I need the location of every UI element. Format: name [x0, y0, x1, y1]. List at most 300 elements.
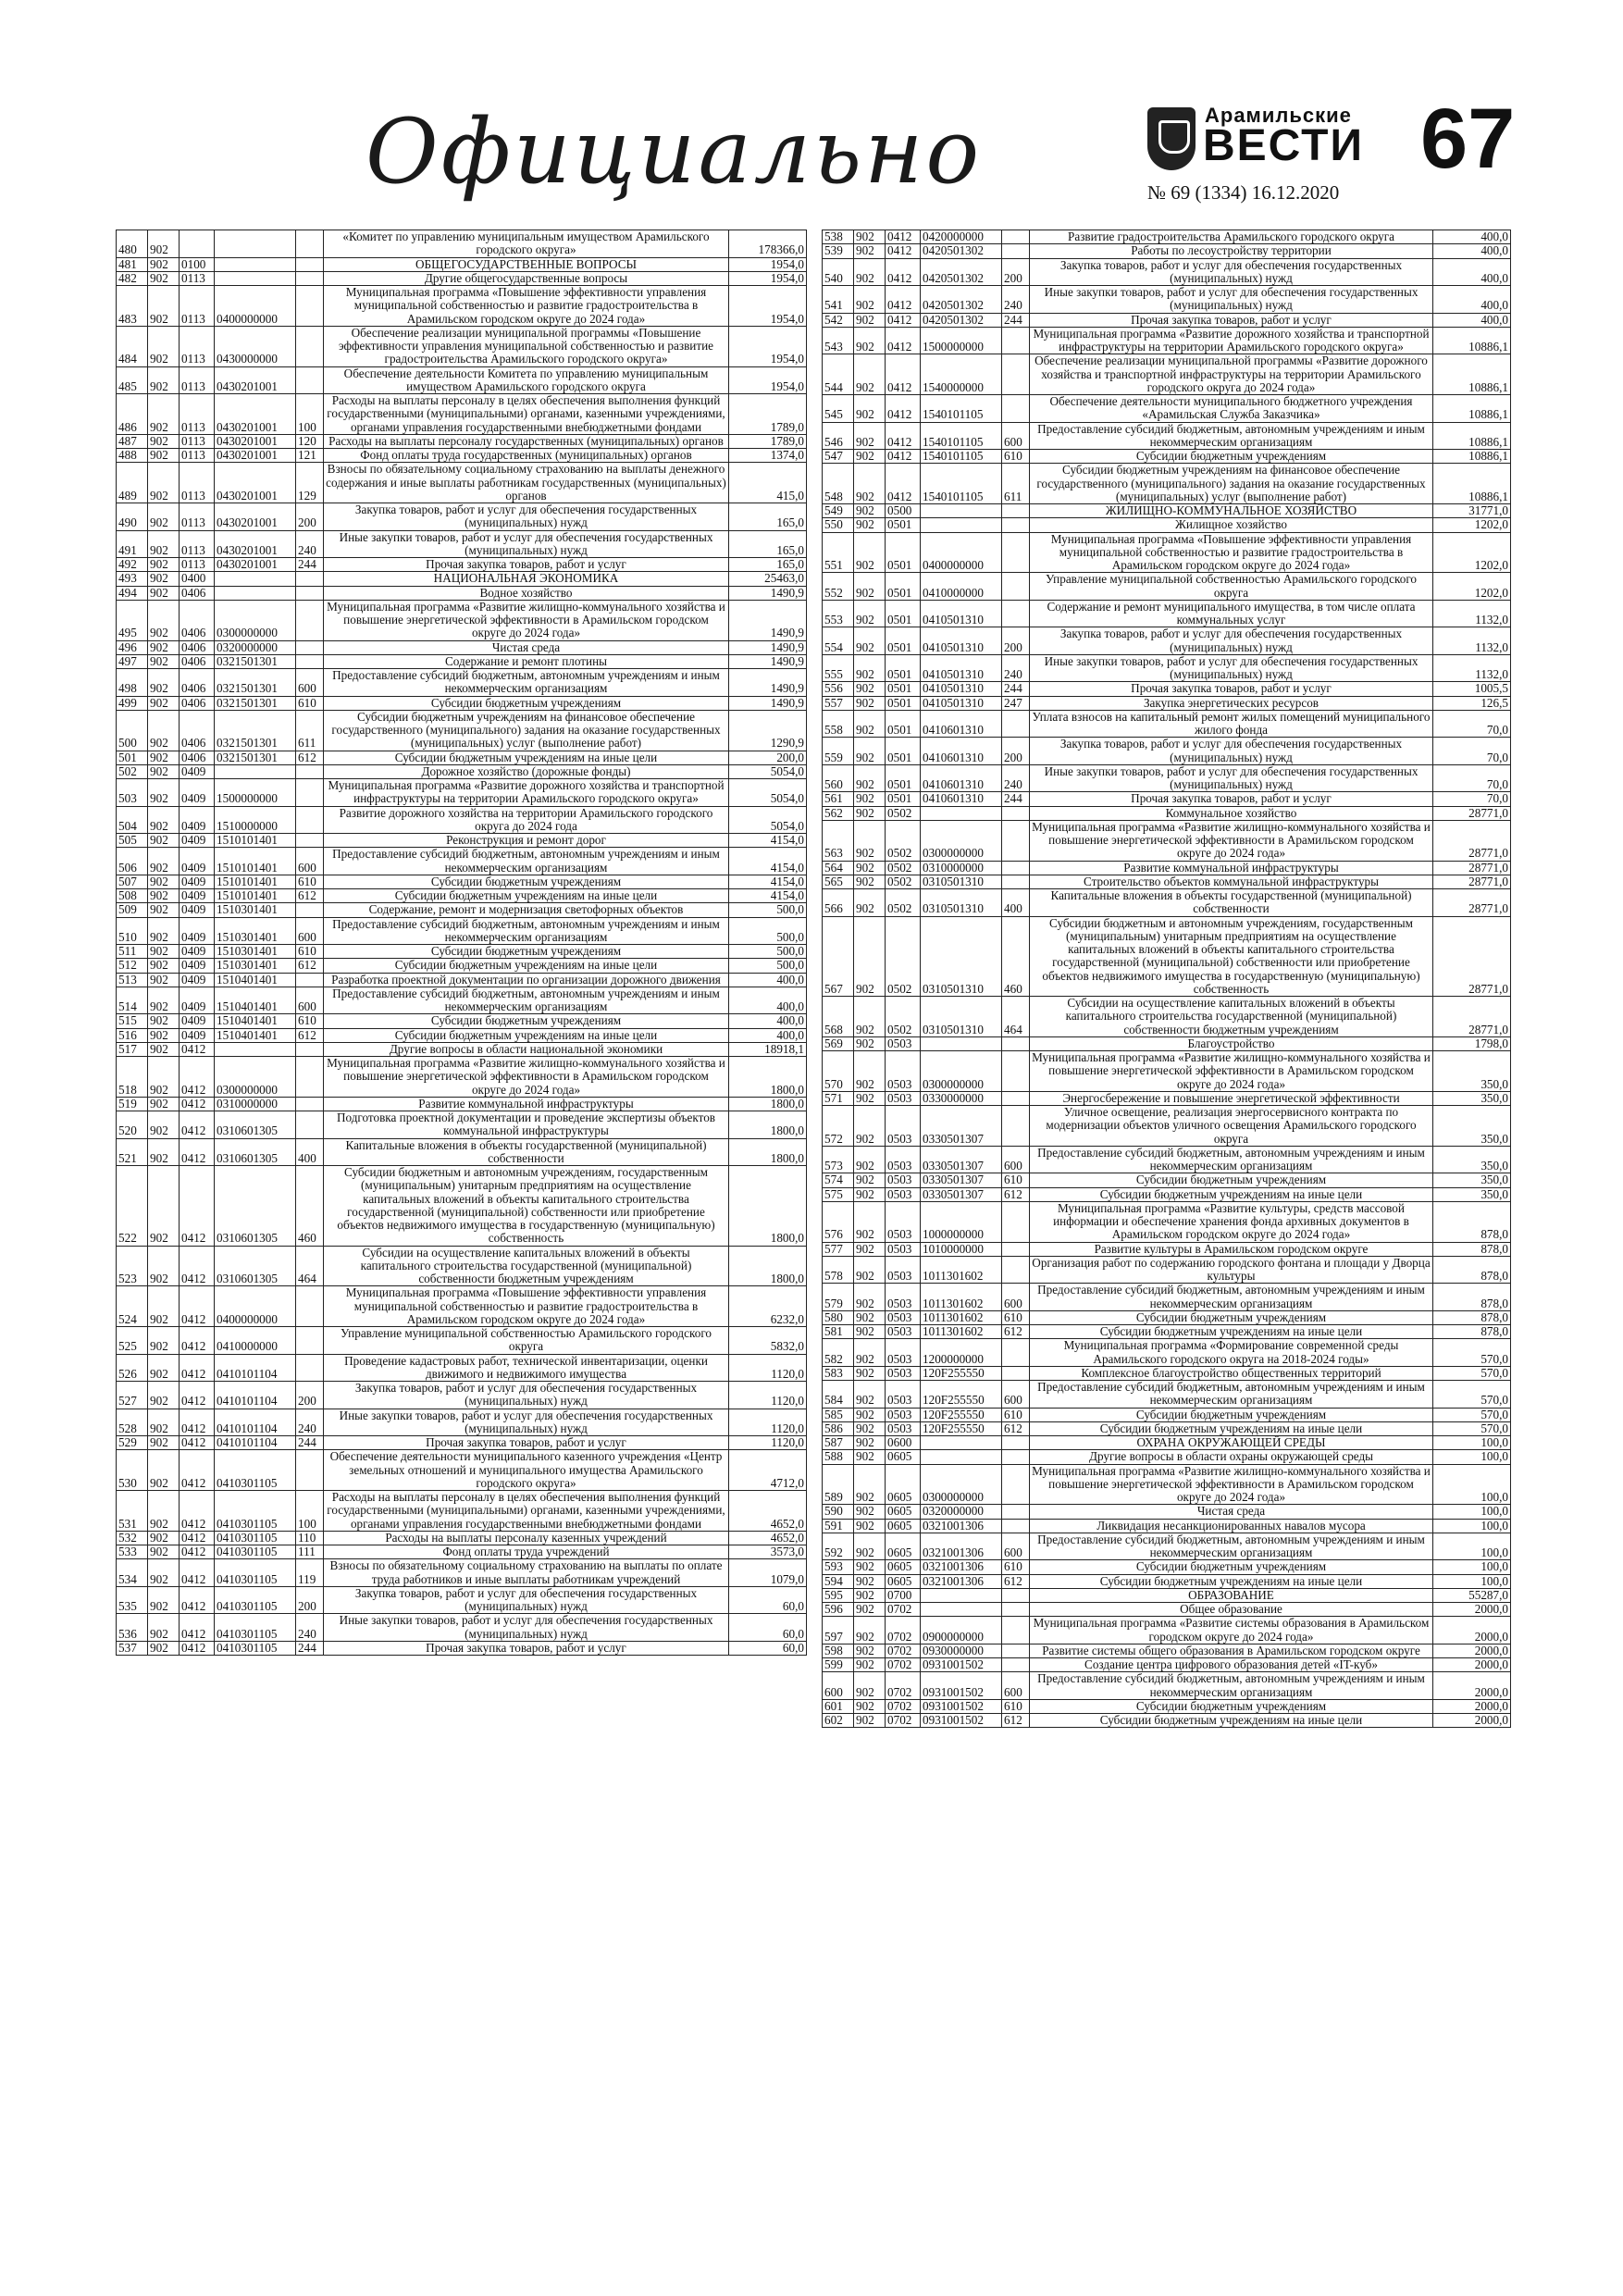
target-article-code: 0310501310 — [921, 916, 1002, 997]
amount: 878,0 — [1433, 1256, 1511, 1284]
amount: 10886,1 — [1433, 464, 1511, 504]
target-article-code: 1510301401 — [215, 945, 296, 959]
section-code: 0406 — [180, 600, 215, 640]
row-description: Субсидии бюджетным учреждениям на иные цели — [1030, 1187, 1433, 1201]
row-number: 519 — [117, 1097, 148, 1111]
row-description: Иные закупки товаров, работ и услуг для обеспечения государственных (муниципальных) нужд — [324, 1614, 729, 1642]
table-row — [823, 1658, 1511, 1672]
row-description: Субсидии бюджетным и автономным учреждениям, государственным (муниципальным) унитарным предприятиям на осуществление капитальных вложений в объекты капитального строительства государственной (муниципальной) собственности или приобретение объектов недвижимого имущества в государственную (муниципальную) собственность — [324, 1166, 729, 1247]
section-code: 0409 — [180, 779, 215, 807]
row-number: 544 — [823, 354, 854, 395]
department-code: 902 — [854, 258, 886, 286]
expense-type-code — [296, 903, 324, 917]
expense-type-code — [1002, 806, 1030, 820]
row-description: Субсидии бюджетным учреждениям — [324, 875, 729, 888]
expense-type-code — [296, 1450, 324, 1491]
section-code: 0113 — [180, 463, 215, 503]
row-number: 560 — [823, 764, 854, 792]
section-code: 0412 — [180, 1491, 215, 1532]
row-number: 597 — [823, 1617, 854, 1644]
department-code: 902 — [854, 1450, 886, 1464]
expense-type-code: 460 — [1002, 916, 1030, 997]
department-code: 902 — [148, 1246, 180, 1286]
section-code: 0501 — [886, 682, 921, 696]
amount: 10886,1 — [1433, 395, 1511, 423]
row-number: 595 — [823, 1588, 854, 1602]
department-code: 902 — [854, 422, 886, 450]
department-code: 902 — [148, 959, 180, 973]
section-code: 0503 — [886, 1366, 921, 1380]
amount: 6232,0 — [729, 1286, 807, 1327]
target-article-code: 120F255550 — [921, 1421, 1002, 1435]
target-article-code: 0320000000 — [921, 1505, 1002, 1519]
table-row — [823, 1242, 1511, 1256]
target-article-code: 0410301105 — [215, 1531, 296, 1545]
amount: 350,0 — [1433, 1106, 1511, 1147]
section-code: 0113 — [180, 434, 215, 448]
table-row — [823, 1672, 1511, 1700]
expense-type-code — [1002, 1588, 1030, 1602]
row-number: 495 — [117, 600, 148, 640]
amount: 1202,0 — [1433, 518, 1511, 532]
target-article-code: 0330501307 — [921, 1146, 1002, 1173]
section-code: 0412 — [180, 1166, 215, 1247]
expense-type-code: 600 — [296, 917, 324, 945]
row-number: 529 — [117, 1436, 148, 1450]
amount: 4652,0 — [729, 1531, 807, 1545]
table-row — [823, 1574, 1511, 1588]
row-description: Муниципальная программа «Формирование современной среды Арамильского городского округа на 2018-2024 годы» — [1030, 1339, 1433, 1367]
target-article-code: 1540101105 — [921, 422, 1002, 450]
row-description: Жилищное хозяйство — [1030, 518, 1433, 532]
expense-type-code: 612 — [296, 959, 324, 973]
expense-type-code — [296, 1057, 324, 1098]
row-number: 503 — [117, 779, 148, 807]
row-number: 504 — [117, 806, 148, 834]
row-description: Субсидии бюджетным учреждениям на иные цели — [324, 1028, 729, 1042]
table-row — [823, 696, 1511, 710]
table-row — [117, 230, 807, 258]
expense-type-code — [296, 1097, 324, 1111]
table-row — [117, 806, 807, 834]
department-code: 902 — [854, 1408, 886, 1421]
expense-type-code: 240 — [1002, 654, 1030, 682]
table-row — [823, 504, 1511, 518]
row-description: Организация работ по содержанию городского фонтана и площади у Дворца культуры — [1030, 1256, 1433, 1284]
expense-type-code: 612 — [1002, 1714, 1030, 1728]
amount: 1490,9 — [729, 586, 807, 600]
expense-type-code — [296, 1354, 324, 1382]
amount: 2000,0 — [1433, 1672, 1511, 1700]
target-article-code: 0410301105 — [215, 1545, 296, 1559]
expense-type-code: 612 — [1002, 1421, 1030, 1435]
row-description: Прочая закупка товаров, работ и услуг — [324, 558, 729, 572]
department-code: 902 — [148, 1531, 180, 1545]
amount: 60,0 — [729, 1614, 807, 1642]
target-article-code — [215, 764, 296, 778]
expense-type-code — [296, 654, 324, 668]
row-number: 480 — [117, 230, 148, 258]
table-row — [117, 586, 807, 600]
row-number: 534 — [117, 1559, 148, 1587]
expense-type-code: 244 — [296, 1436, 324, 1450]
expense-type-code: 612 — [296, 751, 324, 764]
row-description: Ликвидация несанкционированных навалов мусора — [1030, 1519, 1433, 1533]
expense-type-code — [296, 806, 324, 834]
row-description: Комплексное благоустройство общественных территорий — [1030, 1366, 1433, 1380]
amount: 570,0 — [1433, 1381, 1511, 1409]
row-number: 501 — [117, 751, 148, 764]
expense-type-code: 244 — [296, 1641, 324, 1655]
row-number: 574 — [823, 1173, 854, 1187]
expense-type-code: 600 — [1002, 1381, 1030, 1409]
row-number: 589 — [823, 1464, 854, 1505]
logo-brand-main: ВЕСТИ — [1203, 121, 1364, 170]
row-number: 591 — [823, 1519, 854, 1533]
row-number: 536 — [117, 1614, 148, 1642]
amount: 1374,0 — [729, 449, 807, 463]
row-number: 490 — [117, 503, 148, 531]
row-description: Закупка товаров, работ и услуг для обеспечения государственных (муниципальных) нужд — [1030, 627, 1433, 655]
department-code: 902 — [148, 669, 180, 697]
row-number: 596 — [823, 1603, 854, 1617]
expense-type-code — [1002, 1617, 1030, 1644]
target-article-code — [921, 1603, 1002, 1617]
row-description: Закупка товаров, работ и услуг для обеспечения государственных (муниципальных) нужд — [324, 1382, 729, 1409]
row-number: 588 — [823, 1450, 854, 1464]
amount: 4652,0 — [729, 1491, 807, 1532]
row-description: Муниципальная программа «Развитие жилищно-коммунального хозяйства и повышение энергетической эффективности в Арамильском городском округе до 2024 года» — [1030, 820, 1433, 861]
expense-type-code: 240 — [296, 530, 324, 558]
target-article-code: 0330000000 — [921, 1091, 1002, 1105]
table-row — [117, 1286, 807, 1327]
department-code: 902 — [854, 997, 886, 1037]
row-description: ОБЩЕГОСУДАРСТВЕННЫЕ ВОПРОСЫ — [324, 257, 729, 271]
section-code: 0503 — [886, 1339, 921, 1367]
section-code: 0412 — [180, 1531, 215, 1545]
table-row — [823, 1106, 1511, 1147]
amount: 55287,0 — [1433, 1588, 1511, 1602]
department-code: 902 — [148, 764, 180, 778]
target-article-code: 0321001306 — [921, 1519, 1002, 1533]
table-row — [117, 463, 807, 503]
department-code: 902 — [148, 973, 180, 987]
expense-type-code: 611 — [1002, 464, 1030, 504]
section-code: 0406 — [180, 640, 215, 654]
row-description: Предоставление субсидий бюджетным, автономным учреждениям и иным некоммерческим организациям — [1030, 1672, 1433, 1700]
target-article-code — [921, 1036, 1002, 1050]
section-code: 0409 — [180, 945, 215, 959]
row-description: Уплата взносов на капитальный ремонт жилых помещений муниципального жилого фонда — [1030, 710, 1433, 738]
section-code: 0406 — [180, 669, 215, 697]
row-number: 576 — [823, 1201, 854, 1242]
target-article-code: 1510401401 — [215, 1014, 296, 1028]
amount: 1490,9 — [729, 696, 807, 710]
amount: 415,0 — [729, 463, 807, 503]
amount: 500,0 — [729, 959, 807, 973]
row-description: Субсидии бюджетным учреждениям — [1030, 1173, 1433, 1187]
table-row — [823, 710, 1511, 738]
section-code: 0412 — [180, 1614, 215, 1642]
amount: 400,0 — [729, 1028, 807, 1042]
table-row — [823, 573, 1511, 601]
row-number: 510 — [117, 917, 148, 945]
amount: 100,0 — [1433, 1450, 1511, 1464]
row-description: Предоставление субсидий бюджетным, автономным учреждениям и иным некоммерческим организациям — [324, 987, 729, 1014]
expense-type-code — [296, 640, 324, 654]
section-code: 0503 — [886, 1325, 921, 1339]
section-code: 0502 — [886, 997, 921, 1037]
table-row — [823, 1051, 1511, 1092]
amount: 350,0 — [1433, 1187, 1511, 1201]
row-number: 484 — [117, 326, 148, 366]
row-number: 600 — [823, 1672, 854, 1700]
department-code: 902 — [854, 764, 886, 792]
target-article-code: 0430201001 — [215, 366, 296, 394]
department-code: 902 — [854, 654, 886, 682]
row-description: Закупка товаров, работ и услуг для обеспечения государственных (муниципальных) нужд — [1030, 738, 1433, 765]
expense-type-code — [1002, 861, 1030, 875]
amount: 878,0 — [1433, 1284, 1511, 1311]
department-code: 902 — [148, 530, 180, 558]
row-description: Иные закупки товаров, работ и услуг для обеспечения государственных (муниципальных) нужд — [324, 1409, 729, 1436]
expense-type-code — [296, 1111, 324, 1139]
table-row — [823, 861, 1511, 875]
target-article-code: 1011301602 — [921, 1325, 1002, 1339]
expense-type-code — [1002, 1644, 1030, 1657]
table-row — [117, 257, 807, 271]
section-code: 0502 — [886, 806, 921, 820]
section-code: 0409 — [180, 959, 215, 973]
expense-type-code: 240 — [296, 1614, 324, 1642]
department-code: 902 — [148, 1559, 180, 1587]
table-row — [117, 710, 807, 751]
table-row — [823, 1644, 1511, 1657]
section-code: 0406 — [180, 654, 215, 668]
row-number: 550 — [823, 518, 854, 532]
expense-type-code — [1002, 710, 1030, 738]
expense-type-code: 600 — [1002, 422, 1030, 450]
section-code: 0702 — [886, 1672, 921, 1700]
row-number: 509 — [117, 903, 148, 917]
expense-type-code: 129 — [296, 463, 324, 503]
row-number: 541 — [823, 286, 854, 314]
section-code: 0412 — [180, 1545, 215, 1559]
amount: 1132,0 — [1433, 654, 1511, 682]
department-code: 902 — [854, 916, 886, 997]
row-number: 570 — [823, 1051, 854, 1092]
department-code: 902 — [854, 450, 886, 464]
amount: 400,0 — [1433, 286, 1511, 314]
department-code: 902 — [854, 1464, 886, 1505]
amount: 400,0 — [1433, 313, 1511, 327]
section-code: 0409 — [180, 973, 215, 987]
table-row — [823, 600, 1511, 627]
target-article-code: 0310000000 — [921, 861, 1002, 875]
target-article-code: 0321501301 — [215, 669, 296, 697]
table-row — [117, 572, 807, 586]
department-code: 902 — [854, 1366, 886, 1380]
amount: 165,0 — [729, 530, 807, 558]
issue-info: № 69 (1334) 16.12.2020 — [1147, 181, 1340, 204]
target-article-code: 0320000000 — [215, 640, 296, 654]
amount: 400,0 — [729, 973, 807, 987]
amount: 1120,0 — [729, 1409, 807, 1436]
expense-type-code — [1002, 504, 1030, 518]
row-description: Субсидии бюджетным учреждениям — [324, 696, 729, 710]
row-number: 523 — [117, 1246, 148, 1286]
row-number: 528 — [117, 1409, 148, 1436]
section-code: 0406 — [180, 751, 215, 764]
amount: 1789,0 — [729, 434, 807, 448]
row-number: 547 — [823, 450, 854, 464]
row-number: 516 — [117, 1028, 148, 1042]
row-number: 601 — [823, 1699, 854, 1713]
section-code: 0113 — [180, 503, 215, 531]
expense-type-code: 600 — [296, 848, 324, 875]
amount: 100,0 — [1433, 1464, 1511, 1505]
section-code: 0501 — [886, 696, 921, 710]
section-code: 0412 — [180, 1354, 215, 1382]
section-code: 0412 — [180, 1327, 215, 1355]
row-description: Субсидии бюджетным учреждениям — [324, 945, 729, 959]
expense-type-code: 610 — [296, 945, 324, 959]
row-number: 573 — [823, 1146, 854, 1173]
department-code: 902 — [148, 230, 180, 258]
target-article-code: 0310601305 — [215, 1111, 296, 1139]
section-code: 0100 — [180, 257, 215, 271]
table-row — [823, 1408, 1511, 1421]
table-row — [117, 1246, 807, 1286]
table-row — [823, 1603, 1511, 1617]
row-description: Муниципальная программа «Развитие жилищно-коммунального хозяйства и повышение энергетической эффективности в Арамильском городском округе до 2024 года» — [324, 1057, 729, 1098]
table-row — [823, 1588, 1511, 1602]
table-row — [117, 1545, 807, 1559]
row-number: 498 — [117, 669, 148, 697]
row-description: Субсидии бюджетным учреждениям на финансовое обеспечение государственного (муниципального) задания на оказание государственных (муниципальных) услуг (выполнение работ) — [324, 710, 729, 751]
department-code: 902 — [854, 313, 886, 327]
section-code: 0113 — [180, 530, 215, 558]
section-code: 0412 — [886, 313, 921, 327]
table-row — [117, 1614, 807, 1642]
row-description: Муниципальная программа «Развитие дорожного хозяйства и транспортной инфраструктуры на территории Арамильского городского округа» — [324, 779, 729, 807]
department-code: 902 — [854, 1091, 886, 1105]
amount: 70,0 — [1433, 710, 1511, 738]
section-code: 0503 — [886, 1036, 921, 1050]
section-code: 0501 — [886, 738, 921, 765]
section-code: 0702 — [886, 1699, 921, 1713]
row-description: Субсидии бюджетным учреждениям на иные цели — [1030, 1574, 1433, 1588]
row-number: 564 — [823, 861, 854, 875]
row-number: 538 — [823, 230, 854, 244]
department-code: 902 — [854, 1036, 886, 1050]
department-code: 902 — [148, 1327, 180, 1355]
row-number: 557 — [823, 696, 854, 710]
table-row — [823, 806, 1511, 820]
row-description: НАЦИОНАЛЬНАЯ ЭКОНОМИКА — [324, 572, 729, 586]
table-row — [117, 669, 807, 697]
row-description: Развитие коммунальной инфраструктуры — [324, 1097, 729, 1111]
row-description: Развитие культуры в Арамильском городском округе — [1030, 1242, 1433, 1256]
table-row — [117, 751, 807, 764]
row-number: 598 — [823, 1644, 854, 1657]
row-number: 558 — [823, 710, 854, 738]
row-number: 508 — [117, 889, 148, 903]
amount: 4154,0 — [729, 848, 807, 875]
expense-type-code: 600 — [1002, 1533, 1030, 1560]
table-row — [823, 889, 1511, 917]
expense-type-code — [296, 779, 324, 807]
department-code: 902 — [148, 366, 180, 394]
row-number: 584 — [823, 1381, 854, 1409]
amount: 5054,0 — [729, 779, 807, 807]
row-description: Благоустройство — [1030, 1036, 1433, 1050]
amount: 2000,0 — [1433, 1658, 1511, 1672]
expense-type-code: 612 — [296, 889, 324, 903]
amount: 5832,0 — [729, 1327, 807, 1355]
expense-type-code: 240 — [296, 1409, 324, 1436]
table-row — [823, 1699, 1511, 1713]
row-number: 555 — [823, 654, 854, 682]
section-code: 0409 — [180, 889, 215, 903]
target-article-code: 0410601310 — [921, 738, 1002, 765]
row-number: 552 — [823, 573, 854, 601]
section-code: 0113 — [180, 271, 215, 285]
table-row — [823, 1201, 1511, 1242]
section-code: 0412 — [180, 1409, 215, 1436]
amount: 60,0 — [729, 1586, 807, 1614]
expense-type-code — [1002, 1519, 1030, 1533]
target-article-code: 1510000000 — [215, 806, 296, 834]
expense-type-code — [1002, 1366, 1030, 1380]
row-description: Субсидии бюджетным учреждениям — [324, 1014, 729, 1028]
expense-type-code — [296, 1327, 324, 1355]
department-code: 902 — [854, 1310, 886, 1324]
section-code: 0400 — [180, 572, 215, 586]
row-description: Другие вопросы в области национальной экономики — [324, 1042, 729, 1056]
department-code: 902 — [148, 394, 180, 435]
row-number: 525 — [117, 1327, 148, 1355]
row-description: Капитальные вложения в объекты государственной (муниципальной) собственности — [1030, 889, 1433, 917]
target-article-code: 0900000000 — [921, 1617, 1002, 1644]
department-code: 902 — [148, 1166, 180, 1247]
expense-type-code — [296, 230, 324, 258]
row-description: Другие вопросы в области охраны окружающей среды — [1030, 1450, 1433, 1464]
row-description: Расходы на выплаты персоналу в целях обеспечения выполнения функций государственными (муниципальными) органами, казенными учреждениями, органами управления государственными внебюджетными фондами — [324, 1491, 729, 1532]
table-row — [823, 532, 1511, 573]
department-code: 902 — [148, 1545, 180, 1559]
row-description: Прочая закупка товаров, работ и услуг — [1030, 313, 1433, 327]
row-description: Предоставление субсидий бюджетным, автономным учреждениям и иным некоммерческим организациям — [324, 917, 729, 945]
expense-type-code: 110 — [296, 1531, 324, 1545]
amount: 1954,0 — [729, 257, 807, 271]
section-code: 0412 — [180, 1138, 215, 1166]
department-code: 902 — [854, 1533, 886, 1560]
amount: 1120,0 — [729, 1436, 807, 1450]
expense-type-code: 600 — [1002, 1672, 1030, 1700]
department-code: 902 — [148, 834, 180, 848]
target-article-code: 1011301602 — [921, 1284, 1002, 1311]
section-code: 0501 — [886, 518, 921, 532]
row-description: Субсидии бюджетным учреждениям на иные цели — [1030, 1421, 1433, 1435]
row-description: Предоставление субсидий бюджетным, автономным учреждениям и иным некоммерческим организациям — [324, 848, 729, 875]
target-article-code: 1540101105 — [921, 464, 1002, 504]
expense-type-code: 610 — [296, 696, 324, 710]
table-row — [823, 1533, 1511, 1560]
table-row — [823, 1505, 1511, 1519]
row-number: 556 — [823, 682, 854, 696]
section-code: 0406 — [180, 586, 215, 600]
